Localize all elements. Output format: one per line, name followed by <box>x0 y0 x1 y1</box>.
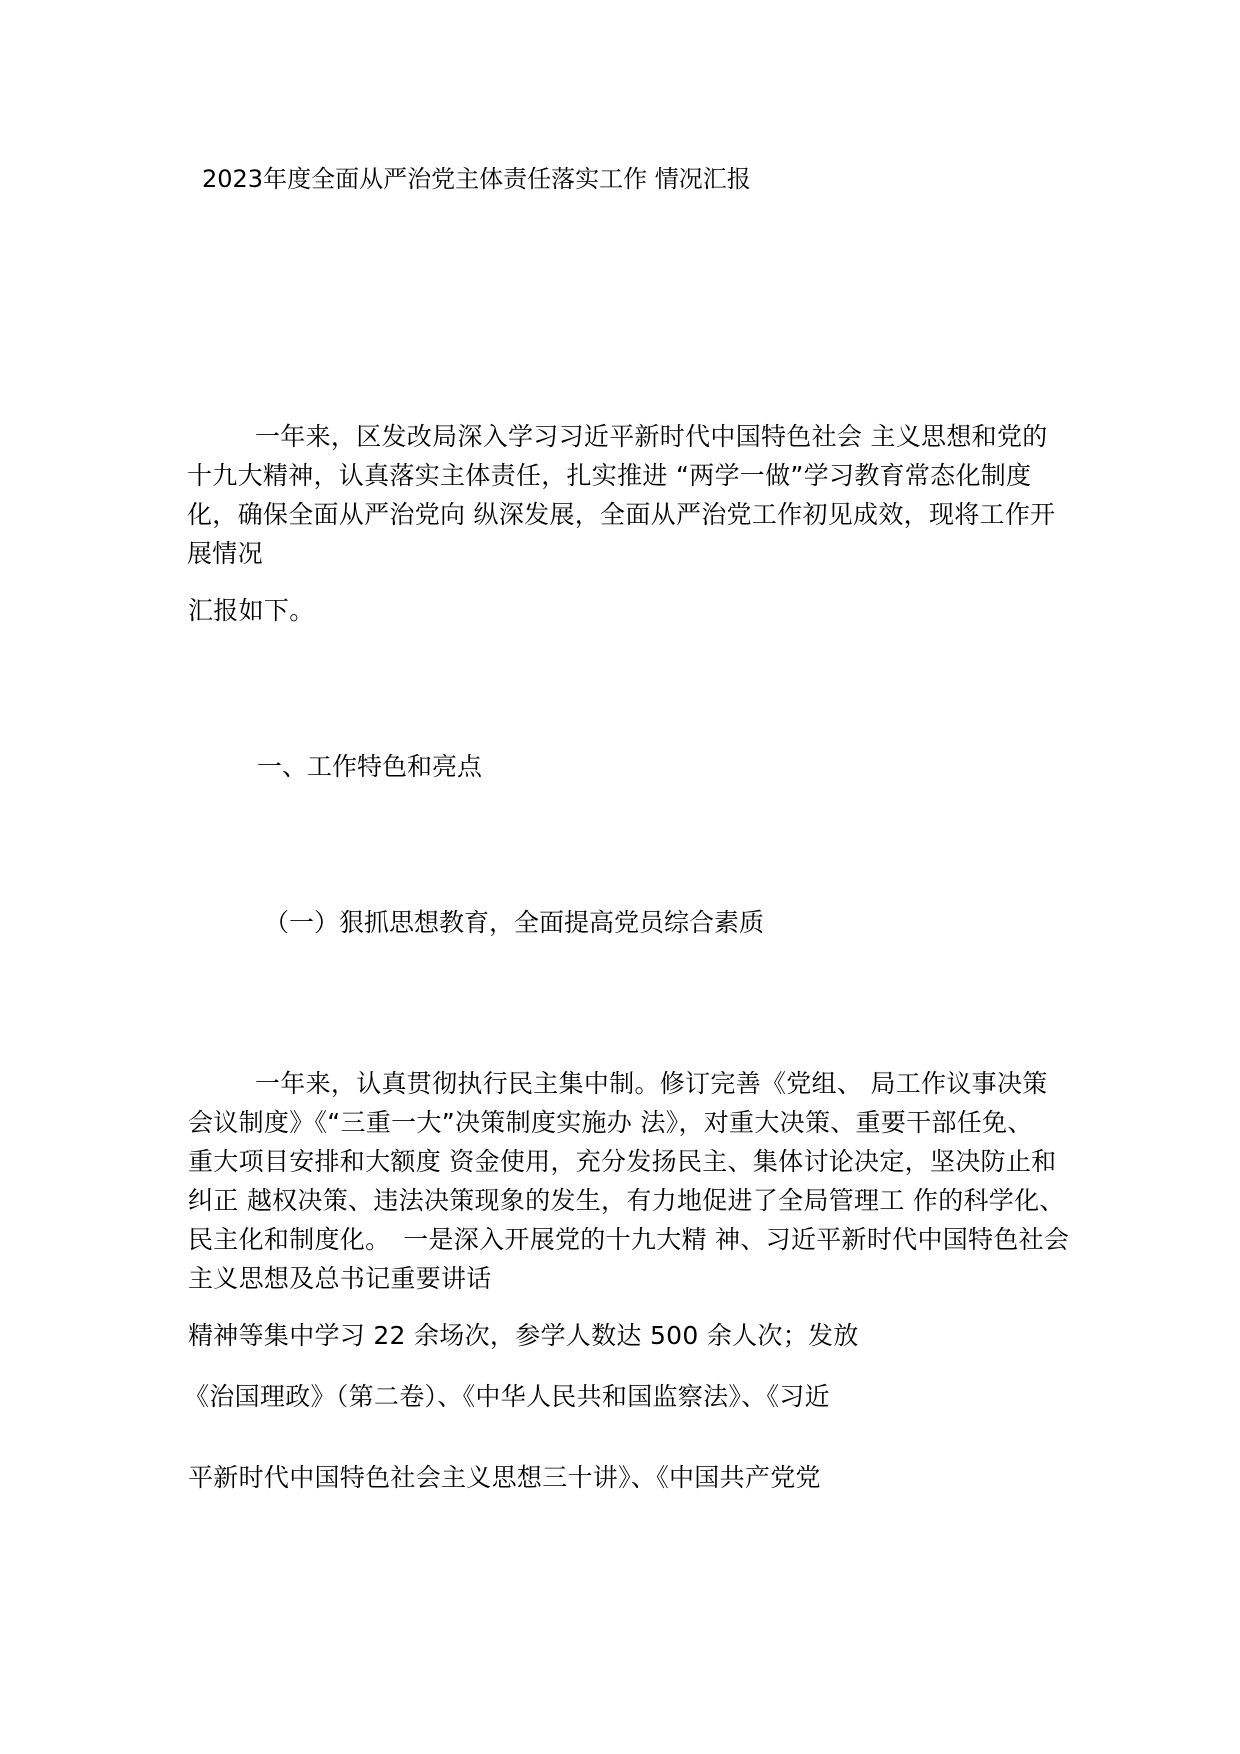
intro-continuation: 汇报如下。 <box>188 596 315 625</box>
body-line-1: 一年来，认真贯彻执行民主集中制。修订完善《党组、 局工作议事决策 <box>255 1069 1048 1098</box>
body-line-3: 重大项目安排和大额度 资金使用，充分发扬民主、集体讨论决定，坚决防止和 <box>188 1147 1057 1176</box>
body-line-4: 纠正 越权决策、违法决策现象的发生，有力地促进了全局管理工 作的科学化、 <box>188 1186 1065 1215</box>
intro-line-1: 一年来，区发改局深入学习习近平新时代中国特色社会 主义思想和党的 <box>255 422 1048 451</box>
intro-line-3: 化，确保全面从严治党向 纵深发展，全面从严治党工作初见成效，现将工作开 <box>187 500 1056 529</box>
body-line-2: 会议制度》《“三重一大”决策制度实施办 法》，对重大决策、重要干部任免、 <box>188 1108 1033 1137</box>
body-paragraph <box>188 1064 1069 1298</box>
body-line-book-list-2: 平新时代中国特色社会主义思想三十讲》、《中国共产党党 <box>188 1463 821 1492</box>
body-line-6: 主义思想及总书记重要讲话 <box>188 1264 492 1293</box>
intro-line-4: 展情况 <box>187 539 263 568</box>
document-title: 2023年度全面从严治党主体责任落实工作 情况汇报 <box>202 165 751 193</box>
intro-line-2: 十九大精神，认真落实主体责任，扎实推进 “两学一做”学习教育常态化制度 <box>187 461 1032 490</box>
subsection-heading: （一）狠抓思想教育，全面提高党员综合素质 <box>264 908 765 937</box>
body-line-5: 民主化和制度化。 一是深入开展党的十九大精 神、习近平新时代中国特色社会 <box>188 1225 1070 1254</box>
body-line-book-list-1: 《治国理政》（第二卷）、《中华人民共和国监察法》、《习近 <box>184 1382 830 1411</box>
intro-paragraph <box>187 417 1055 573</box>
body-line-study-stats: 精神等集中学习 22 余场次，参学人数达 500 余人次；发放 <box>188 1321 859 1350</box>
section-heading: 一、工作特色和亮点 <box>257 752 483 781</box>
